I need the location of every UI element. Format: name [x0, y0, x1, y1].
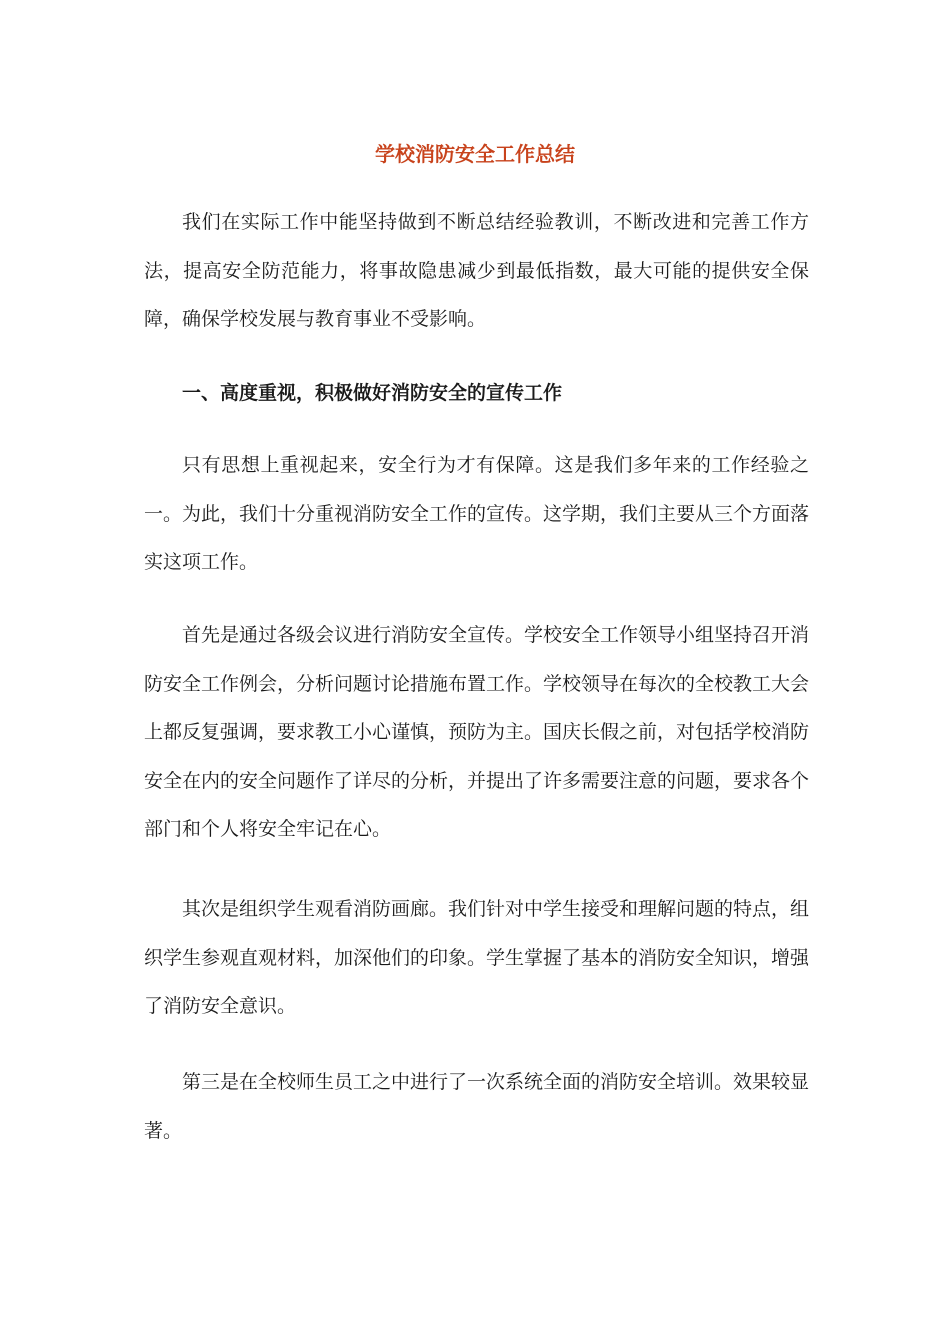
body-paragraph: 只有思想上重视起来，安全行为才有保障。这是我们多年来的工作经验之一。为此，我们十分重视消防安全工作的宣传。这学期，我们主要从三个方面落实这项工作。 [144, 454, 810, 573]
body-paragraph: 第三是在全校师生员工之中进行了一次系统全面的消防安全培训。效果较显著。 [144, 1071, 810, 1142]
body-paragraph: 首先是通过各级会议进行消防安全宣传。学校安全工作领导小组坚持召开消防安全工作例会，分析问题讨论措施布置工作。学校领导在每次的全校教工大会上都反复强调，要求教工小心谨慎，预防为主。国庆长假之前，对包括学校消防安全在内的安全问题作了详尽的分析，并提出了许多需要注意的问题，要求各个部门和个人将安全牢记在心。 [144, 624, 810, 840]
intro-paragraph: 我们在实际工作中能坚持做到不断总结经验教训，不断改进和完善工作方法，提高安全防范能力，将事故隐患减少到最低指数，最大可能的提供安全保障，确保学校发展与教育事业不受影响。 [144, 211, 809, 330]
document-title: 学校消防安全工作总结 [375, 142, 575, 166]
body-paragraph: 其次是组织学生观看消防画廊。我们针对中学生接受和理解问题的特点，组织学生参观直观材料，加深他们的印象。学生掌握了基本的消防安全知识，增强了消防安全意识。 [144, 898, 810, 1017]
section-heading: 一、高度重视，积极做好消防安全的宣传工作 [182, 382, 563, 404]
